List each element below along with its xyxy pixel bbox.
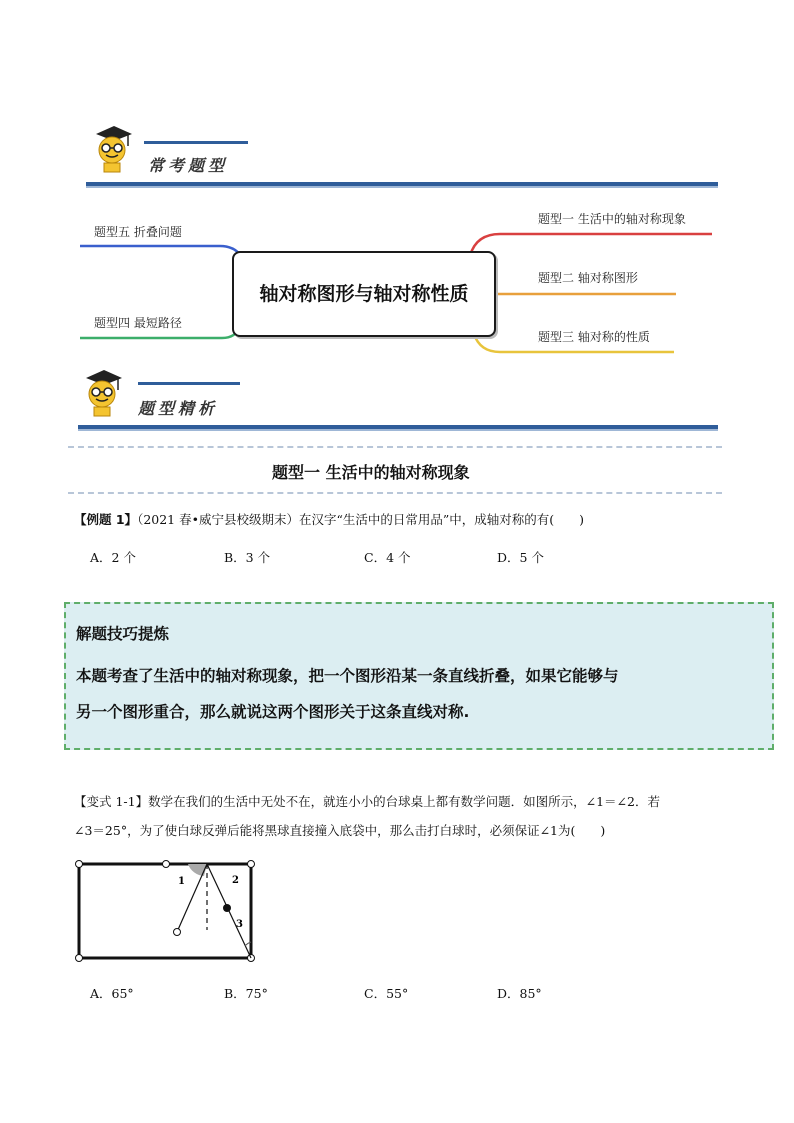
example1-option-c: C．4 个 <box>364 550 411 565</box>
header-main-line-2 <box>78 425 718 429</box>
example1-text: （2021 春•威宁县校级期末）在汉字“生活中的日常用品”中，成轴对称的有( ) <box>137 512 585 527</box>
variant1-option-d: D．85° <box>497 986 542 1001</box>
mindmap-type1: 题型一 生活中的轴对称现象 <box>538 212 686 226</box>
angle-label-2: 2 <box>232 875 239 886</box>
dashed-divider-bottom <box>68 492 722 494</box>
mindmap-type3: 题型三 轴对称的性质 <box>538 330 650 344</box>
variant1-line2: ∠3＝25°，为了使白球反弹后能将黑球直接撞入底袋中，那么击打白球时，必须保证∠1为( ) <box>74 823 606 838</box>
variant1-line1: 【变式 1-1】数学在我们的生活中无处不在，就连小小的台球桌上都有数学问题．如图所示，∠1＝∠2．若 <box>74 794 660 809</box>
mascot-icon <box>80 368 124 418</box>
section-title-common: 常考题型 <box>148 156 229 175</box>
mindmap-type4: 题型四 最短路径 <box>94 316 182 330</box>
section-title-analysis: 题型精析 <box>138 399 219 418</box>
white-ball-path <box>177 864 207 932</box>
tip-title: 解题技巧提炼 <box>76 625 170 643</box>
mindmap-branches <box>0 0 794 400</box>
example1-tag: 【例题 1】 <box>74 512 138 527</box>
dashed-divider-top <box>68 446 722 448</box>
variant1-option-a: A．65° <box>90 986 134 1001</box>
example1-question <box>74 510 584 528</box>
type1-heading: 题型一 生活中的轴对称现象 <box>272 463 470 482</box>
variant1-option-b: B．75° <box>224 986 268 1001</box>
angle-label-1: 1 <box>178 876 185 887</box>
example1-option-d: D．5 个 <box>497 550 544 565</box>
branch-right-1 <box>470 234 712 256</box>
tip-line-1: 本题考查了生活中的轴对称现象，把一个图形沿某一条直线折叠，如果它能够与 <box>76 667 619 685</box>
billiard-figure <box>74 858 260 964</box>
branch-left-5 <box>80 246 244 262</box>
example1-option-b: B．3 个 <box>224 550 271 565</box>
mindmap-center: 轴对称图形与轴对称性质 <box>232 251 496 337</box>
mindmap-type5: 题型五 折叠问题 <box>94 225 182 239</box>
angle-label-3: 3 <box>236 919 243 930</box>
mindmap-type2: 题型二 轴对称图形 <box>538 271 638 285</box>
white-ball <box>174 929 181 936</box>
header-top-line-2 <box>138 382 240 385</box>
tip-line-2: 另一个图形重合，那么就说这两个图形关于这条直线对称. <box>76 703 470 721</box>
variant1-option-c: C．55° <box>364 986 409 1001</box>
example1-option-a: A．2 个 <box>90 550 136 565</box>
black-ball <box>223 904 231 912</box>
tip-box <box>64 602 774 750</box>
